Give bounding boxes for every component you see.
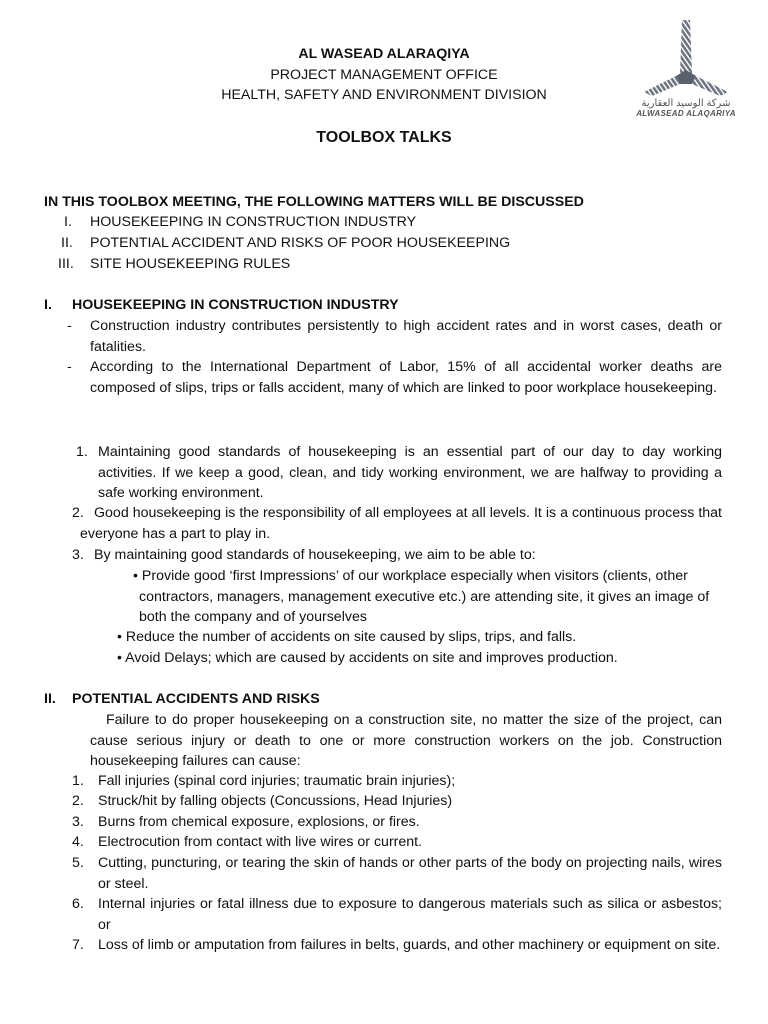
section-1-heading: HOUSEKEEPING IN CONSTRUCTION INDUSTRY [72,297,399,313]
point-text: By maintaining good standards of housekeeping, we aim to be able to: [94,547,536,563]
agenda-item-text: SITE HOUSEKEEPING RULES [90,256,291,272]
risk-number: 1. [72,773,84,789]
agenda-item-number: III. [58,256,74,272]
section-1-number: I. [44,297,52,313]
logo-arabic-text: شركة الوسيد العقارية [641,98,731,109]
aim-text: • Provide good ‘first Impressions’ of our workplace especially when visitors (clients, other contractors, managers, management executive etc.) are attending site, it gives an image of both the company and of yourselves [133,568,710,626]
agenda-item-number: II. [61,235,73,251]
point-number: 2. [72,505,84,521]
risk-text: Burns from chemical exposure, explosions, or fires. [98,814,420,830]
company-name: AL WASEAD ALARAQIYA [298,46,470,62]
logo-english-text: ALWASEAD ALAQARIYA [636,109,736,118]
agenda-item-number: I. [64,214,72,230]
point-number: 1. [76,444,88,460]
aim-item [117,566,727,628]
section-1-bullet: According to the International Department of Labor, 15% of all accidental worker deaths are composed of slips, trips or falls accident, many of which are linked to poor workplace housekeeping. [90,359,722,396]
section-2-number: II. [44,691,56,707]
point-number: 3. [72,547,84,563]
risk-number: 5. [72,855,84,871]
risk-number: 7. [72,937,84,953]
agenda-heading: IN THIS TOOLBOX MEETING, THE FOLLOWING MATTERS WILL BE DISCUSSED [44,194,584,210]
risk-number: 6. [72,896,84,912]
document-title: TOOLBOX TALKS [316,129,452,146]
bullet-dash: - [67,359,72,375]
section-2-heading: POTENTIAL ACCIDENTS AND RISKS [72,691,320,707]
agenda-item-text: POTENTIAL ACCIDENT AND RISKS OF POOR HOUSEKEEPING [90,235,511,251]
company-logo [636,16,736,120]
point-text: Good housekeeping is the responsibility of all employees at all levels. It is a continuous process that everyone has a part to play in. [80,505,722,542]
logo-mark-icon [636,16,736,98]
section-2-intro: Failure to do proper housekeeping on a construction site, no matter the size of the project, can cause serious injury or death to one or more construction workers on the job. Construction housekeeping failures can cause: [90,712,722,770]
section-1-bullet: Construction industry contributes persistently to high accident rates and in worst cases, death or fatalities. [90,318,722,355]
risk-text: Fall injuries (spinal cord injuries; traumatic brain injuries); [98,773,456,789]
agenda-item-text: HOUSEKEEPING IN CONSTRUCTION INDUSTRY [90,214,417,230]
bullet-dash: - [67,318,72,334]
point-text: Maintaining good standards of housekeeping is an essential part of our day to day working activities. If we keep a good, clean, and tidy working environment, we are halfway to providing a safe working environment. [98,444,722,502]
risk-text: Loss of limb or amputation from failures in belts, guards, and other machinery or equipment on site. [98,937,721,953]
office-name: PROJECT MANAGEMENT OFFICE [270,66,498,83]
aim-item: • Avoid Delays; which are caused by accidents on site and improves production. [117,650,618,666]
division-name: HEALTH, SAFETY AND ENVIRONMENT DIVISION [221,87,547,104]
risk-number: 4. [72,834,84,850]
risk-text: Cutting, puncturing, or tearing the skin of hands or other parts of the body on projecting nails, wires or steel. [98,855,722,892]
aim-item: • Reduce the number of accidents on site caused by slips, trips, and falls. [117,629,577,645]
risk-text: Struck/hit by falling objects (Concussions, Head Injuries) [98,793,453,809]
risk-number: 3. [72,814,84,830]
risk-text: Electrocution from contact with live wires or current. [98,834,423,850]
risk-text: Internal injuries or fatal illness due to exposure to dangerous materials such as silica or asbestos; or [98,896,722,933]
risk-number: 2. [72,793,84,809]
